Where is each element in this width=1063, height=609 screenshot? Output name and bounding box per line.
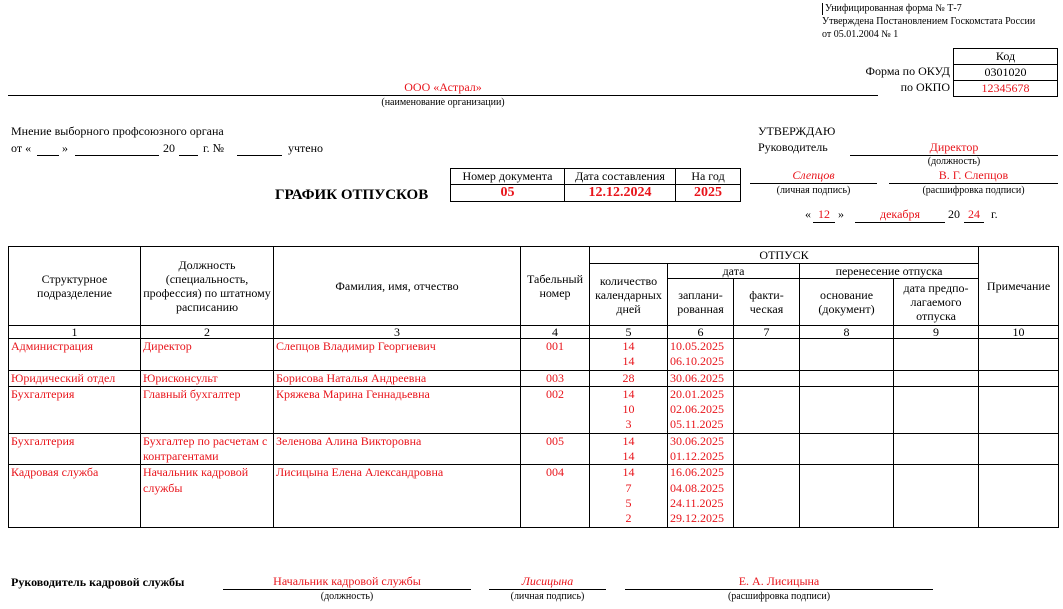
- cell-actual-date[interactable]: [734, 370, 800, 386]
- column-number: 1: [9, 326, 141, 339]
- cell-planned-date[interactable]: [668, 386, 734, 433]
- cell-expected-date[interactable]: [894, 386, 979, 433]
- cell-tab-number[interactable]: 003: [521, 370, 590, 386]
- days-value: 28: [622, 370, 635, 385]
- days-value: 14: [622, 386, 635, 401]
- cell-planned-date[interactable]: [668, 370, 734, 386]
- cell-actual-date[interactable]: [734, 386, 800, 433]
- cell-expected-date[interactable]: [894, 433, 979, 465]
- approval-year[interactable]: 24: [968, 207, 980, 221]
- cell-planned-date[interactable]: [668, 433, 734, 465]
- approval-month-line: [855, 222, 945, 223]
- okpo-label: по ОКПО: [900, 80, 950, 94]
- cell-note[interactable]: [979, 465, 1059, 527]
- footer-decoding-caption: (расшифровка подписи): [727, 591, 831, 602]
- column-number: 10: [979, 326, 1059, 339]
- organization-underline: [8, 95, 878, 96]
- cell-department[interactable]: Кадровая служба: [9, 465, 141, 527]
- days-value: 10: [622, 402, 635, 417]
- cell-basis[interactable]: [800, 465, 894, 527]
- days-value: 7: [625, 480, 632, 495]
- header-basis: основание (документ): [800, 279, 894, 326]
- footer-position-caption: (должность): [320, 591, 374, 602]
- approval-signature-line: [750, 183, 877, 184]
- days-value: 3: [625, 417, 632, 432]
- cell-actual-date[interactable]: [734, 339, 800, 371]
- approval-head-label: Руководитель: [758, 140, 828, 154]
- cell-expected-date[interactable]: [894, 465, 979, 527]
- planned-date-value: 29.12.2025: [670, 511, 724, 526]
- header-planned: заплани- рованная: [668, 279, 734, 326]
- cell-full-name[interactable]: Лисицына Елена Александровна: [274, 465, 521, 527]
- cell-full-name[interactable]: Слепцов Владимир Георгиевич: [274, 339, 521, 371]
- days-value: 14: [622, 339, 635, 353]
- cell-position[interactable]: Юрисконсульт: [141, 370, 274, 386]
- form-header-line1: Унифицированная форма № Т-7: [822, 3, 962, 15]
- cell-position[interactable]: Главный бухгалтер: [141, 386, 274, 433]
- form-header-line3: от 05.01.2004 № 1: [822, 29, 899, 40]
- document-year-value[interactable]: 2025: [676, 185, 741, 202]
- cell-note[interactable]: [979, 370, 1059, 386]
- approval-decoding-line: [889, 183, 1058, 184]
- header-department: Структурное подразделение: [9, 247, 141, 326]
- column-number: 2: [141, 326, 274, 339]
- footer-signature[interactable]: Лисицына: [521, 574, 574, 588]
- union-month-field[interactable]: [75, 155, 159, 156]
- planned-date-value: 30.06.2025: [670, 433, 724, 448]
- approval-month[interactable]: декабря: [879, 207, 921, 221]
- document-number-value[interactable]: 05: [451, 185, 565, 202]
- cell-tab-number[interactable]: 004: [521, 465, 590, 527]
- cell-planned-date[interactable]: [668, 339, 734, 371]
- cell-basis[interactable]: [800, 433, 894, 465]
- footer-signature-caption: (личная подпись): [510, 591, 585, 602]
- cell-department[interactable]: Юридический отдел: [9, 370, 141, 386]
- column-number: 3: [274, 326, 521, 339]
- cell-position[interactable]: Бухгалтер по расчетам с контрагентами: [141, 433, 274, 465]
- planned-date-value: 10.05.2025: [670, 339, 724, 353]
- approval-year-line: [964, 222, 984, 223]
- approval-year-suffix: г.: [991, 207, 998, 221]
- codes-table: [953, 48, 1058, 97]
- column-number: 6: [668, 326, 734, 339]
- planned-date-value: 02.06.2025: [670, 402, 724, 417]
- footer-decoding-line: [625, 589, 933, 590]
- approval-decoding[interactable]: В. Г. Слепцов: [938, 168, 1009, 182]
- approval-signature-caption: (личная подпись): [776, 185, 851, 196]
- form-header-line2: Утверждена Постановлением Госкомстата России: [822, 16, 1036, 27]
- planned-date-value: 04.08.2025: [670, 480, 724, 495]
- cell-days[interactable]: [590, 433, 668, 465]
- header-full-name: Фамилия, имя, отчество: [274, 247, 521, 326]
- document-year-label: На год: [676, 169, 741, 185]
- header-actual: факти- ческая: [734, 279, 800, 326]
- cell-basis[interactable]: [800, 370, 894, 386]
- planned-date-value: 16.06.2025: [670, 465, 724, 480]
- cell-position[interactable]: Начальник кадровой службы: [141, 465, 274, 527]
- footer-signature-line: [489, 589, 606, 590]
- header-expected-date: дата предпо- лагаемого отпуска: [894, 279, 979, 326]
- union-year-prefix: 20: [163, 141, 175, 155]
- footer-decoding[interactable]: Е. А. Лисицына: [738, 574, 820, 588]
- planned-date-value: 20.01.2025: [670, 386, 724, 401]
- approval-date-close: »: [838, 207, 844, 221]
- approval-day[interactable]: 12: [818, 207, 830, 221]
- cell-department[interactable]: Администрация: [9, 339, 141, 371]
- header-transfer: перенесение отпуска: [800, 264, 979, 279]
- organization-name[interactable]: ООО «Астрал»: [404, 80, 482, 94]
- cell-basis[interactable]: [800, 386, 894, 433]
- table-row: [9, 370, 1059, 386]
- document-date-value[interactable]: 12.12.2024: [565, 185, 676, 202]
- cell-department[interactable]: Бухгалтерия: [9, 433, 141, 465]
- cell-expected-date[interactable]: [894, 339, 979, 371]
- union-quote-close: »: [62, 141, 68, 155]
- days-value: 14: [622, 354, 635, 369]
- cell-days[interactable]: [590, 386, 668, 433]
- union-day-field[interactable]: [37, 155, 59, 156]
- table-row: [9, 386, 1059, 433]
- approval-position-caption: (должность): [927, 156, 981, 167]
- column-number: 8: [800, 326, 894, 339]
- days-value: 14: [622, 433, 635, 448]
- document-date-label: Дата составления: [565, 169, 676, 185]
- cell-tab-number[interactable]: 002: [521, 386, 590, 433]
- codes-header: Код: [954, 49, 1058, 65]
- document-number-label: Номер документа: [451, 169, 565, 185]
- cell-tab-number[interactable]: 001: [521, 339, 590, 371]
- cell-tab-number[interactable]: 005: [521, 433, 590, 465]
- cell-days[interactable]: [590, 339, 668, 371]
- cell-note[interactable]: [979, 386, 1059, 433]
- approval-year-prefix: 20: [948, 207, 960, 221]
- cell-full-name[interactable]: Зеленова Алина Викторовна: [274, 433, 521, 465]
- approval-position[interactable]: Директор: [929, 140, 979, 154]
- days-value: 5: [625, 495, 632, 510]
- table-row: [9, 433, 1059, 465]
- days-value: 14: [622, 465, 635, 480]
- cell-department[interactable]: Бухгалтерия: [9, 386, 141, 433]
- document-meta-table: [450, 168, 741, 202]
- cell-expected-date[interactable]: [894, 370, 979, 386]
- column-number: 5: [590, 326, 668, 339]
- cell-actual-date[interactable]: [734, 433, 800, 465]
- column-number: 7: [734, 326, 800, 339]
- cell-note[interactable]: [979, 433, 1059, 465]
- okpo-value[interactable]: 12345678: [954, 81, 1058, 97]
- organization-caption: (наименование организации): [381, 97, 505, 108]
- planned-date-value: 06.10.2025: [670, 354, 724, 369]
- cell-basis[interactable]: [800, 339, 894, 371]
- planned-date-value: 01.12.2025: [670, 449, 724, 464]
- header-tab-number: Табельный номер: [521, 247, 590, 326]
- approval-date-open: «: [805, 207, 811, 221]
- table-body: [9, 339, 1059, 528]
- union-opinion-label: Мнение выборного профсоюзного органа: [11, 124, 224, 138]
- approval-day-line: [813, 222, 835, 223]
- union-number-field[interactable]: [237, 155, 282, 156]
- planned-date-value: 24.11.2025: [670, 495, 724, 510]
- cell-days[interactable]: [590, 370, 668, 386]
- cell-full-name[interactable]: Кряжева Марина Геннадьевна: [274, 386, 521, 433]
- okud-value[interactable]: 0301020: [954, 65, 1058, 81]
- okud-label: Форма по ОКУД: [865, 64, 950, 78]
- cell-note[interactable]: [979, 339, 1059, 371]
- approval-signature[interactable]: Слепцов: [792, 168, 835, 182]
- column-number: 4: [521, 326, 590, 339]
- planned-date-value: 05.11.2025: [670, 417, 724, 432]
- footer-position-line: [223, 589, 471, 590]
- table-row: [9, 465, 1059, 527]
- cell-days[interactable]: [590, 465, 668, 527]
- cell-planned-date[interactable]: [668, 465, 734, 527]
- header-days: количество календарных дней: [590, 264, 668, 326]
- cell-actual-date[interactable]: [734, 465, 800, 527]
- header-vacation: ОТПУСК: [590, 247, 979, 264]
- table-row: [9, 339, 1059, 371]
- header-position: Должность (специальность, профессия) по штатному расписанию: [141, 247, 274, 326]
- approval-title: УТВЕРЖДАЮ: [758, 124, 836, 138]
- days-value: 2: [625, 511, 632, 526]
- footer-label: Руководитель кадровой службы: [11, 575, 185, 589]
- days-value: 14: [622, 449, 635, 464]
- planned-date-value: 30.06.2025: [670, 370, 724, 385]
- union-from-label: от «: [11, 141, 32, 155]
- union-year-suffix: г. №: [203, 141, 225, 155]
- footer-position[interactable]: Начальник кадровой службы: [273, 574, 421, 588]
- vacation-schedule-table: [8, 246, 1059, 528]
- column-number: 9: [894, 326, 979, 339]
- header-date: дата: [668, 264, 800, 279]
- union-counted-label: учтено: [288, 141, 324, 155]
- union-year-field[interactable]: [179, 155, 198, 156]
- header-note: Примечание: [979, 247, 1059, 326]
- cell-full-name[interactable]: Борисова Наталья Андреевна: [274, 370, 521, 386]
- approval-decoding-caption: (расшифровка подписи): [922, 185, 1025, 196]
- cell-position[interactable]: Директор: [141, 339, 274, 371]
- document-title: ГРАФИК ОТПУСКОВ: [275, 187, 429, 203]
